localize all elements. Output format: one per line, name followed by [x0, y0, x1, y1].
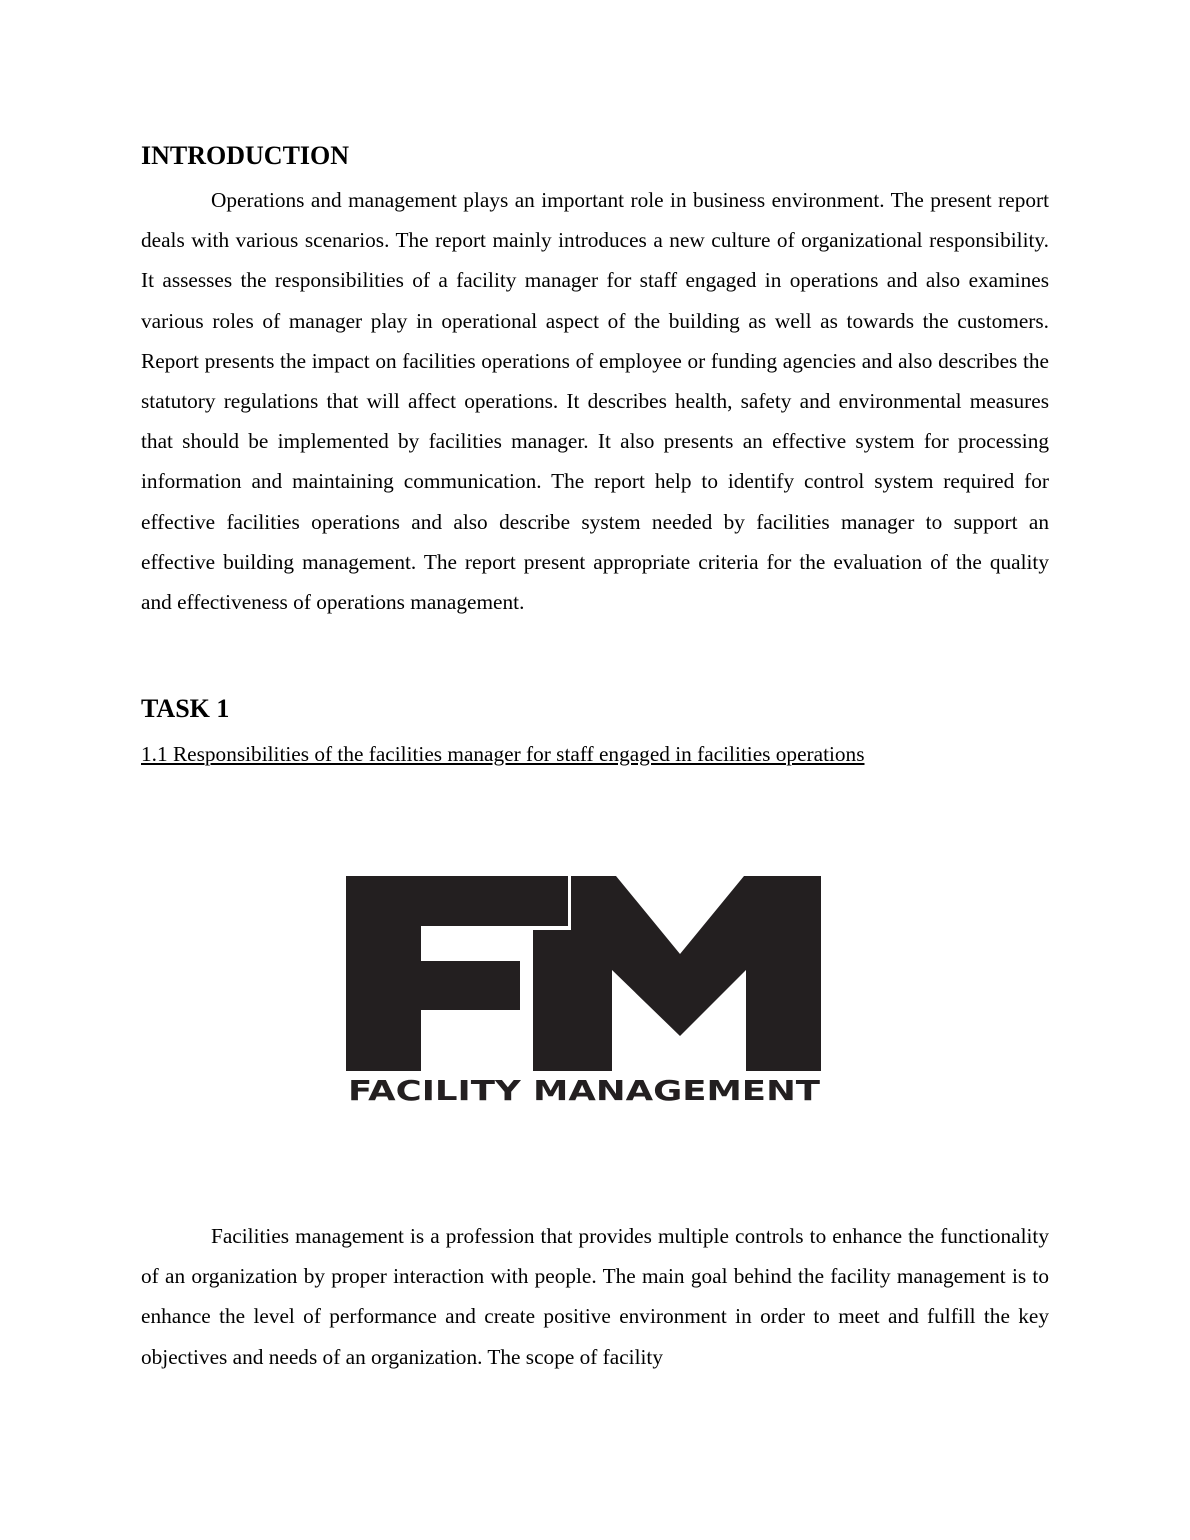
introduction-heading: INTRODUCTION [141, 141, 350, 170]
section-1-1-subheading: 1.1 Responsibilities of the facilities manager for staff engaged in facilities operations [141, 742, 865, 766]
introduction-paragraph: Operations and management plays an important role in business environment. The present report deals with various scenarios. The report mainly introduces a new culture of organizational responsibility. It assesses the responsibilities of a facility manager for staff engaged in operations and also examines various roles of manager play in operational aspect of the building as well as towards the customers. Report presents the impact on facilities operations of employee or funding agencies and also describes the statutory regulations that will affect operations. It describes health, safety and environmental measures that should be implemented by facilities manager. It also presents an effective system for processing information and maintaining communication. The report help to identify control system required for effective facilities operations and also describe system needed by facilities manager to support an effective building management. The report present appropriate criteria for the evaluation of the quality and effectiveness of operations management. [141, 188, 1049, 615]
logo-wordmark: FACILITY MANAGEMENT [348, 1074, 820, 1107]
task-1-heading: TASK 1 [141, 694, 230, 723]
facility-management-logo [346, 876, 822, 1108]
facilities-management-paragraph: Facilities management is a profession that provides multiple controls to enhance the functionality of an organization by proper interaction with people. The main goal behind the facility management is to enhance the level of performance and create positive environment in order to meet and fulfill the key objectives and needs of an organization. The scope of facility [141, 1224, 1049, 1369]
